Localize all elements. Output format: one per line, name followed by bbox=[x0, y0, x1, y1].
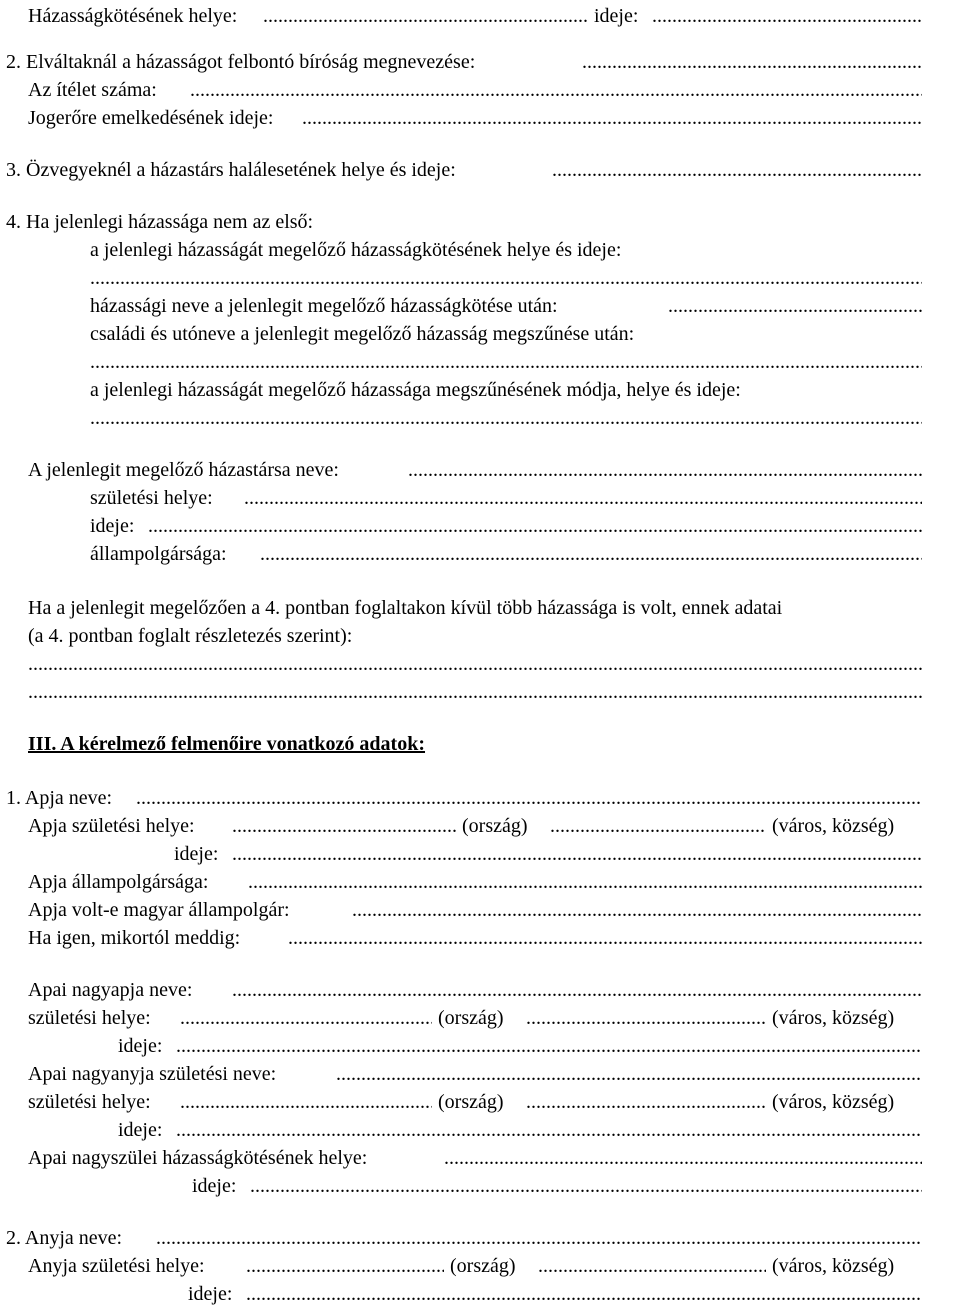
prev-spouse-field[interactable] bbox=[408, 460, 922, 480]
pgf-date-label: ideje: bbox=[118, 1035, 163, 1057]
mother-date-label: ideje: bbox=[188, 1283, 233, 1305]
pgm-date-field[interactable] bbox=[176, 1120, 922, 1140]
pgp-marriage-date-field[interactable] bbox=[250, 1176, 922, 1196]
end-mode-field[interactable] bbox=[90, 408, 922, 428]
pgm-date-label: ideje: bbox=[118, 1119, 163, 1141]
verdict-number-field[interactable] bbox=[190, 80, 922, 100]
father-citizenship-field[interactable] bbox=[248, 872, 922, 892]
mother-country-label: (ország) bbox=[450, 1255, 516, 1277]
mother-name-field[interactable] bbox=[156, 1228, 922, 1248]
mother-date-field[interactable] bbox=[246, 1284, 922, 1304]
mother-name-label: 2. Anyja neve: bbox=[6, 1227, 123, 1249]
prev-spouse-date-field[interactable] bbox=[148, 516, 922, 536]
pgf-date-field[interactable] bbox=[176, 1036, 922, 1056]
pgf-birth-city-field[interactable] bbox=[526, 1008, 766, 1028]
prev-spouse-citizenship-field[interactable] bbox=[260, 544, 922, 564]
prev-spouse-date-label: ideje: bbox=[90, 515, 135, 537]
final-date-label: Jogerőre emelkedésének ideje: bbox=[28, 107, 274, 129]
prev-marriage-place-field[interactable] bbox=[90, 268, 922, 288]
father-city-label: (város, község) bbox=[772, 815, 895, 837]
pgm-name-label: Apai nagyanyja születési neve: bbox=[28, 1063, 277, 1085]
pgp-marriage-label: Apai nagyszülei házasságkötésének helye: bbox=[28, 1147, 368, 1169]
mother-birth-country-field[interactable] bbox=[246, 1256, 444, 1276]
pgf-name-field[interactable] bbox=[232, 980, 922, 1000]
marriage-place-label: Házasságkötésének helye: bbox=[28, 5, 238, 27]
pgm-name-field[interactable] bbox=[336, 1064, 922, 1084]
section-3-heading: III. A kérelmező felmenőire vonatkozó adatok: bbox=[28, 733, 426, 755]
mother-city-label: (város, község) bbox=[772, 1255, 895, 1277]
family-name-field[interactable] bbox=[90, 352, 922, 372]
verdict-number-label: Az ítélet száma: bbox=[28, 79, 157, 101]
pgf-name-label: Apai nagyapja neve: bbox=[28, 979, 193, 1001]
final-date-field[interactable] bbox=[302, 108, 922, 128]
prev-spouse-label: A jelenlegit megelőző házastársa neve: bbox=[28, 459, 339, 481]
marriage-place-field[interactable] bbox=[263, 6, 588, 26]
father-hungarian-field[interactable] bbox=[352, 900, 922, 920]
father-name-label: 1. Apja neve: bbox=[6, 787, 113, 809]
if-yes-field[interactable] bbox=[288, 928, 922, 948]
item-2-label: 2. Elváltaknál a házasságot felbontó bíróság megnevezése: bbox=[6, 51, 476, 73]
family-name-label: családi és utóneve a jelenlegit megelőző házasság megszűnése után: bbox=[90, 323, 635, 345]
pgf-birth-country-field[interactable] bbox=[180, 1008, 432, 1028]
marriage-date-label: ideje: bbox=[594, 5, 639, 27]
father-name-field[interactable] bbox=[136, 788, 922, 808]
father-date-field[interactable] bbox=[232, 844, 922, 864]
married-name-field[interactable] bbox=[668, 296, 922, 316]
pgf-city-label: (város, község) bbox=[772, 1007, 895, 1029]
pgm-birth-city-field[interactable] bbox=[526, 1092, 766, 1112]
married-name-label: házassági neve a jelenlegit megelőző házasságkötése után: bbox=[90, 295, 558, 317]
father-hungarian-label: Apja volt-e magyar állampolgár: bbox=[28, 899, 290, 921]
prev-spouse-birth-field[interactable] bbox=[244, 488, 922, 508]
prev-marriage-place-label: a jelenlegi házasságát megelőző házasságkötésének helye és ideje: bbox=[90, 239, 622, 261]
more-marriages-field-2[interactable] bbox=[28, 682, 922, 702]
spouse-death-field[interactable] bbox=[552, 160, 922, 180]
father-birth-country-field[interactable] bbox=[232, 816, 456, 836]
item-3-label: 3. Özvegyeknél a házastárs halálesetének helye és ideje: bbox=[6, 159, 456, 181]
mother-birth-city-field[interactable] bbox=[538, 1256, 766, 1276]
pgm-city-label: (város, község) bbox=[772, 1091, 895, 1113]
if-yes-label: Ha igen, mikortól meddig: bbox=[28, 927, 241, 949]
pgm-birth-country-field[interactable] bbox=[180, 1092, 432, 1112]
prev-spouse-birth-label: születési helye: bbox=[90, 487, 213, 509]
pgm-birth-label: születési helye: bbox=[28, 1091, 151, 1113]
pgf-country-label: (ország) bbox=[438, 1007, 504, 1029]
pgm-country-label: (ország) bbox=[438, 1091, 504, 1113]
pgf-birth-label: születési helye: bbox=[28, 1007, 151, 1029]
end-mode-label: a jelenlegi házasságát megelőző házassága megszűnésének módja, helye és ideje: bbox=[90, 379, 741, 401]
father-date-label: ideje: bbox=[174, 843, 219, 865]
mother-birth-label: Anyja születési helye: bbox=[28, 1255, 205, 1277]
prev-spouse-citizenship-label: állampolgársága: bbox=[90, 543, 227, 565]
marriage-date-field[interactable] bbox=[652, 6, 922, 26]
more-marriages-label-2: (a 4. pontban foglalt részletezés szerint): bbox=[28, 625, 353, 647]
father-birth-label: Apja születési helye: bbox=[28, 815, 195, 837]
father-country-label: (ország) bbox=[462, 815, 528, 837]
father-citizenship-label: Apja állampolgársága: bbox=[28, 871, 209, 893]
more-marriages-label-1: Ha a jelenlegit megelőzően a 4. pontban foglaltakon kívül több házassága is volt, ennek adatai bbox=[28, 597, 783, 619]
pgp-marriage-place-field[interactable] bbox=[444, 1148, 922, 1168]
father-birth-city-field[interactable] bbox=[550, 816, 766, 836]
court-name-field[interactable] bbox=[582, 52, 922, 72]
item-4-label: 4. Ha jelenlegi házassága nem az első: bbox=[6, 211, 314, 233]
pgp-marriage-date-label: ideje: bbox=[192, 1175, 237, 1197]
more-marriages-field-1[interactable] bbox=[28, 654, 922, 674]
